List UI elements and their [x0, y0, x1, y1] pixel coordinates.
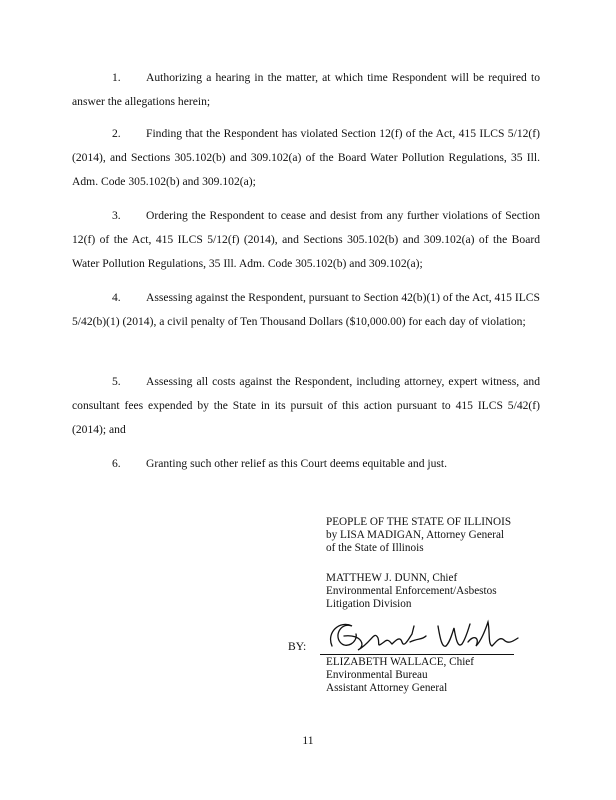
by-label: BY:	[288, 640, 307, 653]
signer-bureau: Environmental Bureau	[326, 669, 428, 681]
paragraph-number: 6.	[112, 457, 121, 470]
paragraph-text: Ordering the Respondent to cease and desist from any further violations of Section 12(f) of the Act, 415 ILCS 5/12(f) (2014), and Sections 305.102(b) and 309.102(a) of the Board Water Pollution Regulations, 35 Ill. Adm. Code 305.102(b) and 309.102(a);	[72, 209, 540, 270]
signer-block	[326, 656, 566, 695]
paragraph-number: 4.	[112, 291, 121, 304]
paragraph-number: 2.	[112, 127, 121, 140]
signatory-entity: PEOPLE OF THE STATE OF ILLINOIS	[326, 516, 512, 528]
paragraph-number: 5.	[112, 375, 121, 388]
paragraph-1	[72, 66, 540, 114]
signer-title: Assistant Attorney General	[326, 682, 448, 694]
division-name-cont: Litigation Division	[326, 598, 412, 610]
paragraph-text: Finding that the Respondent has violated Section 12(f) of the Act, 415 ILCS 5/12(f) (2014), and Sections 305.102(b) and 309.102(a) of the Board Water Pollution Regulations, 35 Ill. Adm. Code 305.102(b) and 309.102(a);	[72, 127, 540, 188]
attorney-general-line: by LISA MADIGAN, Attorney General	[326, 529, 505, 541]
paragraph-text: Assessing against the Respondent, pursuant to Section 42(b)(1) of the Act, 415 ILCS 5/42(b)(1) (2014), a civil penalty of Ten Thousand Dollars ($10,000.00) for each day of violation;	[72, 291, 540, 328]
state-line: of the State of Illinois	[326, 542, 424, 554]
paragraph-text: Authorizing a hearing in the matter, at which time Respondent will be required to answer the allegations herein;	[72, 71, 540, 108]
paragraph-3	[72, 204, 540, 276]
paragraph-2	[72, 122, 540, 194]
signature-line	[320, 654, 514, 655]
paragraph-text: Granting such other relief as this Court deems equitable and just.	[146, 457, 448, 470]
signature-block-header	[326, 516, 566, 555]
paragraph-text: Assessing all costs against the Respondent, including attorney, expert witness, and consultant fees expended by the State in its pursuit of this action pursuant to 415 ILCS 5/42(f) (2014); and	[72, 375, 540, 436]
paragraph-6	[72, 452, 540, 476]
signer-name: ELIZABETH WALLACE, Chief	[326, 656, 474, 668]
page-number: 11	[302, 734, 314, 747]
paragraph-number: 3.	[112, 209, 121, 222]
paragraph-number: 1.	[112, 71, 121, 84]
division-chief-name: MATTHEW J. DUNN, Chief	[326, 572, 458, 584]
paragraph-4	[72, 286, 540, 334]
division-chief-block	[326, 572, 566, 611]
division-name: Environmental Enforcement/Asbestos	[326, 585, 497, 597]
paragraph-5	[72, 370, 540, 442]
